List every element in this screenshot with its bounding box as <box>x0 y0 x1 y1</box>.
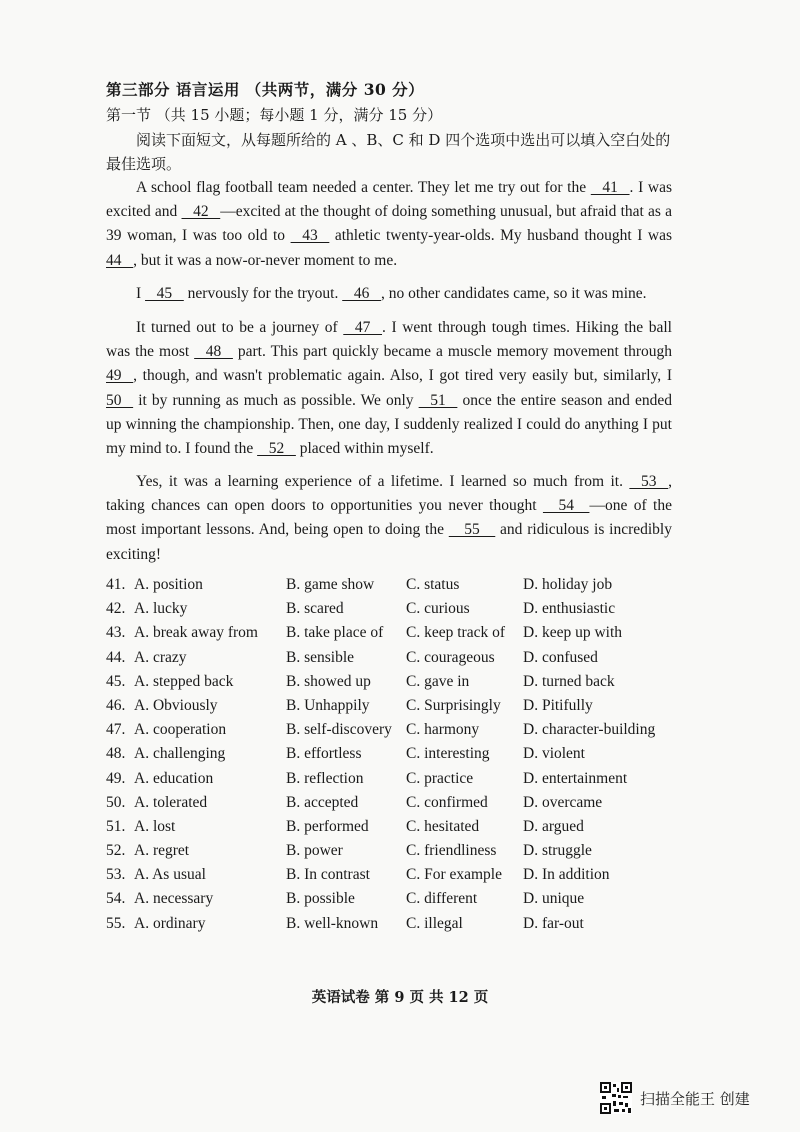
text-span: athletic twenty-year-olds. My husband thought I was <box>329 227 672 245</box>
text-span: . I was excited and <box>106 179 672 221</box>
text-span: once the entire season and ended up winning the championship. Then, one day, I suddenly realized I could do anything I put my mind to. I found the <box>106 391 672 458</box>
blank-46: 46 <box>342 285 381 302</box>
option-c: C. keep track of <box>406 624 505 642</box>
text-span: it by running as much as possible. We only <box>133 391 419 409</box>
question-number: 45. <box>106 672 126 690</box>
qr-code-icon <box>600 1082 632 1114</box>
blank-51: 51 <box>418 391 458 409</box>
option-b: B. In contrast <box>286 866 370 884</box>
option-b: B. power <box>286 842 343 860</box>
option-a: A. education <box>134 769 214 787</box>
text-span: part. This part quickly became a muscle memory movement through <box>232 343 673 361</box>
question-number: 48. <box>106 745 126 763</box>
option-c: C. harmony <box>406 721 480 739</box>
option-row <box>106 673 686 697</box>
option-row <box>106 745 686 769</box>
blank-45: 45 <box>145 285 184 302</box>
option-row <box>106 915 686 939</box>
blank-50: 50 <box>106 391 134 409</box>
option-b: B. reflection <box>286 769 364 787</box>
option-c: C. courageous <box>406 648 495 666</box>
option-b: B. take place of <box>286 624 384 642</box>
option-c: C. gave in <box>406 672 470 690</box>
text-span: nervously for the tryout. <box>183 285 343 302</box>
question-number: 55. <box>106 914 126 932</box>
question-number: 46. <box>106 696 126 714</box>
option-a: A. stepped back <box>134 672 234 690</box>
option-row <box>106 770 686 794</box>
text-span: It turned out to be a journey of <box>136 319 344 336</box>
option-b: B. effortless <box>286 745 362 763</box>
text-span: , no other candidates came, so it was mine. <box>380 285 647 302</box>
option-row <box>106 818 686 842</box>
question-number: 43. <box>106 624 126 642</box>
question-number: 51. <box>106 817 126 835</box>
option-c: C. interesting <box>406 745 490 763</box>
option-d: D. confused <box>523 648 598 666</box>
option-c: C. friendliness <box>406 842 497 860</box>
option-d: D. keep up with <box>523 624 623 642</box>
text-span: —one of the most important lessons. And, being open to doing the <box>106 497 672 539</box>
question-number: 41. <box>106 576 126 593</box>
option-c: C. different <box>406 890 478 908</box>
blank-49: 49 <box>106 367 134 385</box>
option-d: D. entertainment <box>523 769 628 787</box>
question-number: 44. <box>106 648 126 666</box>
option-d: D. In addition <box>523 866 610 884</box>
option-a: A. lost <box>134 817 176 835</box>
question-number: 53. <box>106 866 126 884</box>
option-c: C. curious <box>406 600 470 618</box>
options-list <box>106 576 686 939</box>
passage-paragraph-4 <box>106 470 672 567</box>
text-span: placed within myself. <box>295 440 434 458</box>
option-a: A. lucky <box>134 600 188 618</box>
option-d: D. unique <box>523 890 585 908</box>
question-number: 49. <box>106 769 126 787</box>
option-row <box>106 697 686 721</box>
blank-42: 42 <box>181 203 221 221</box>
option-d: D. far-out <box>523 914 584 932</box>
passage-paragraph-3 <box>106 316 672 461</box>
text-span: , though, and wasn't problematic again. Also, I got tired very easily but, similarly, I <box>133 367 672 385</box>
option-a: A. necessary <box>134 890 214 908</box>
option-d: D. overcame <box>523 793 603 811</box>
option-row <box>106 721 686 745</box>
text-span: —excited at the thought of doing something unusual, but afraid that as a 39 woman, I was too old to <box>106 203 673 245</box>
option-d: D. character-building <box>523 721 656 739</box>
option-c: C. status <box>406 576 460 593</box>
option-row <box>106 890 686 914</box>
passage-paragraph-1 <box>106 176 672 273</box>
option-a: A. position <box>134 576 203 593</box>
option-d: D. Pitifully <box>523 696 593 714</box>
blank-54: 54 <box>542 497 590 515</box>
option-b: B. accepted <box>286 793 359 811</box>
blank-48: 48 <box>194 343 233 361</box>
question-number: 50. <box>106 793 126 811</box>
blank-47: 47 <box>343 319 383 336</box>
option-c: C. hesitated <box>406 817 480 835</box>
question-number: 54. <box>106 890 126 908</box>
option-row <box>106 866 686 890</box>
blank-52: 52 <box>257 440 296 458</box>
text-span: and ridiculous is incredibly exciting! <box>106 521 672 563</box>
option-a: A. break away from <box>134 624 258 642</box>
option-d: D. turned back <box>523 672 615 690</box>
option-d: D. violent <box>523 745 585 763</box>
stamp-text: 扫描全能王 创建 <box>640 1089 750 1108</box>
option-b: B. performed <box>286 817 369 835</box>
option-d: D. holiday job <box>523 576 613 593</box>
option-b: B. possible <box>286 890 355 908</box>
option-row <box>106 576 686 600</box>
option-a: A. Obviously <box>134 696 218 714</box>
option-row <box>106 624 686 648</box>
option-c: C. practice <box>406 769 474 787</box>
option-b: B. well-known <box>286 914 379 932</box>
option-a: A. tolerated <box>134 793 208 811</box>
option-row <box>106 842 686 866</box>
blank-43: 43 <box>290 227 330 245</box>
option-a: A. crazy <box>134 648 187 666</box>
option-a: A. regret <box>134 842 190 860</box>
option-d: D. struggle <box>523 842 592 860</box>
blank-55: 55 <box>448 521 496 539</box>
option-c: C. For example <box>406 866 502 884</box>
option-a: A. ordinary <box>134 914 206 932</box>
option-b: B. showed up <box>286 672 371 690</box>
question-number: 42. <box>106 600 126 618</box>
instruction-text: 阅读下面短文，从每题所给的 A 、B、C 和 D 四个选项中选出可以填入空白处的最佳选项。 <box>106 131 671 173</box>
text-span: Yes, it was a learning experience of a lifetime. I learned so much from it. <box>136 473 630 490</box>
option-c: C. illegal <box>406 914 463 932</box>
option-row <box>106 794 686 818</box>
scanner-stamp <box>600 1082 750 1114</box>
option-a: A. As usual <box>134 866 206 884</box>
text-span: , but it was a now-or-never moment to me. <box>133 251 398 269</box>
section-title: 第三部分 语言运用 （共两节，满分 30 分） <box>106 80 425 99</box>
passage-paragraph-2 <box>106 282 672 306</box>
text-span: . I went through tough times. Hiking the ball was the most <box>106 319 672 361</box>
option-c: C. confirmed <box>406 793 488 811</box>
question-number: 47. <box>106 721 126 739</box>
blank-41: 41 <box>590 179 630 196</box>
page-footer: 英语试卷 第 9 页 共 12 页 <box>311 989 489 1006</box>
option-d: D. enthusiastic <box>523 600 616 618</box>
text-span: , taking chances can open doors to opportunities you never thought <box>106 473 672 515</box>
option-c: C. Surprisingly <box>406 696 501 714</box>
blank-53: 53 <box>629 473 669 490</box>
option-b: B. sensible <box>286 648 355 666</box>
option-b: B. self-discovery <box>286 721 392 739</box>
option-b: B. game show <box>286 576 375 593</box>
text-span: I <box>136 285 146 302</box>
option-a: A. challenging <box>134 745 226 763</box>
option-b: B. scared <box>286 600 344 618</box>
blank-44: 44 <box>106 251 134 269</box>
question-number: 52. <box>106 842 126 860</box>
text-span: A school flag football team needed a center. They let me try out for the <box>136 179 591 196</box>
option-d: D. argued <box>523 817 584 835</box>
option-a: A. cooperation <box>134 721 227 739</box>
option-row <box>106 649 686 673</box>
option-row <box>106 600 686 624</box>
subsection-title: 第一节 （共 15 小题；每小题 1 分，满分 15 分） <box>106 106 443 124</box>
option-b: B. Unhappily <box>286 696 370 714</box>
